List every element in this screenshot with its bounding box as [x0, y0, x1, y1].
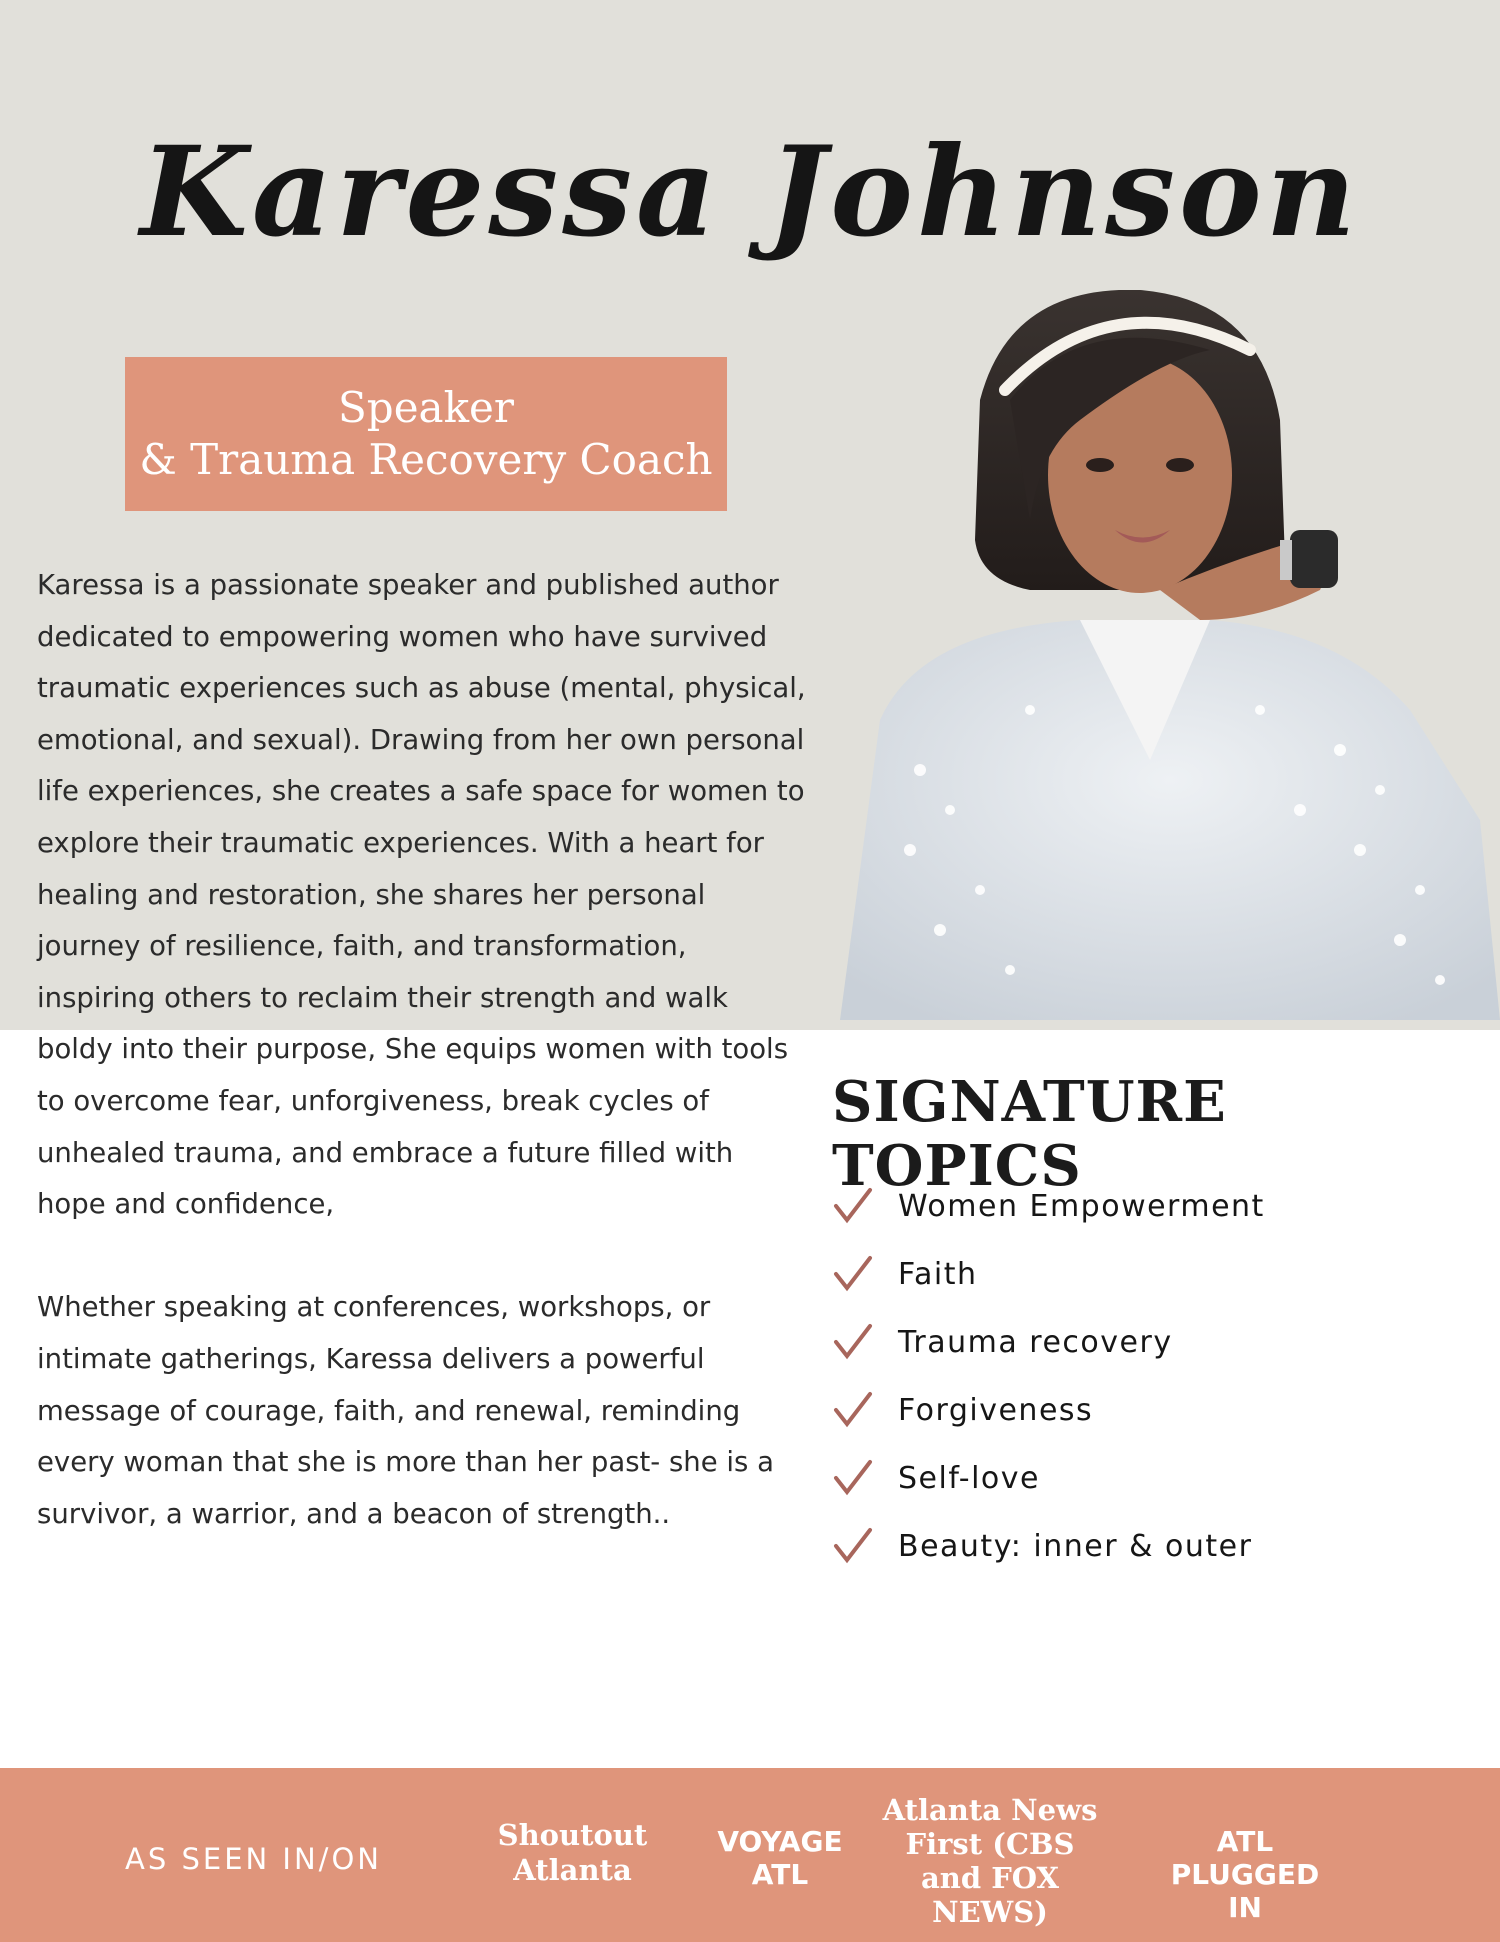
role-banner	[125, 357, 727, 511]
signature-topics-heading: SIGNATURE TOPICS	[832, 1069, 1227, 1199]
checkmark-icon	[832, 1390, 874, 1430]
list-item	[832, 1444, 1472, 1512]
topic-label: Faith	[898, 1256, 978, 1292]
checkmark-icon	[832, 1458, 874, 1498]
topic-label: Beauty: inner & outer	[898, 1528, 1253, 1564]
role-line-coach: & Trauma Recovery Coach	[139, 435, 713, 484]
outlet-atl-plugged-in: ATL PLUGGED IN	[1170, 1825, 1320, 1924]
list-item	[832, 1172, 1472, 1240]
outlet-shoutout-atlanta: Shoutout Atlanta	[497, 1818, 648, 1887]
list-item	[832, 1308, 1472, 1376]
speaker-name-title: Karessa Johnson	[140, 120, 1360, 265]
bio-paragraph: Karessa is a passionate speaker and published author dedicated to empowering women who have survived traumatic experiences such as abuse (mental, physical, emotional, and sexual). Drawing from her own personal life experiences, she creates a safe space for women to explore their traumatic experiences. With a heart for healing and restoration, she shares her personal journey of resilience, faith, and transformation, inspiring others to reclaim their strength and walk boldy into their purpose, She equips women with tools to overcome fear, unforgiveness, break cycles of unhealed trauma, and embrace a future filled with hope and confidence,	[37, 569, 806, 1221]
as-seen-on-banner	[0, 1768, 1500, 1942]
topic-label: Forgiveness	[898, 1392, 1094, 1428]
bio-text	[37, 560, 807, 1540]
role-line-speaker: Speaker	[338, 383, 514, 432]
signature-topics-list	[832, 1172, 1472, 1580]
checkmark-icon	[832, 1322, 874, 1362]
list-item	[832, 1512, 1472, 1580]
outlet-voyage-atl: VOYAGE ATL	[717, 1825, 843, 1891]
checkmark-icon	[832, 1526, 874, 1566]
as-seen-label: AS SEEN IN/ON	[125, 1842, 382, 1876]
list-item	[832, 1376, 1472, 1444]
list-item	[832, 1240, 1472, 1308]
topic-label: Self-love	[898, 1460, 1040, 1496]
topic-label: Trauma recovery	[898, 1324, 1173, 1360]
outlet-atlanta-news-first: Atlanta News First (CBS and FOX NEWS)	[882, 1793, 1098, 1929]
checkmark-icon	[832, 1254, 874, 1294]
topic-label: Women Empowerment	[898, 1188, 1265, 1224]
bio-paragraph: Whether speaking at conferences, workshops, or intimate gatherings, Karessa delivers a powerful message of courage, faith, and renewal, reminding every woman that she is more than her past- she is a survivor, a warrior, and a beacon of strength..	[37, 1291, 774, 1530]
speaker-portrait	[780, 290, 1500, 1020]
checkmark-icon	[832, 1186, 874, 1226]
